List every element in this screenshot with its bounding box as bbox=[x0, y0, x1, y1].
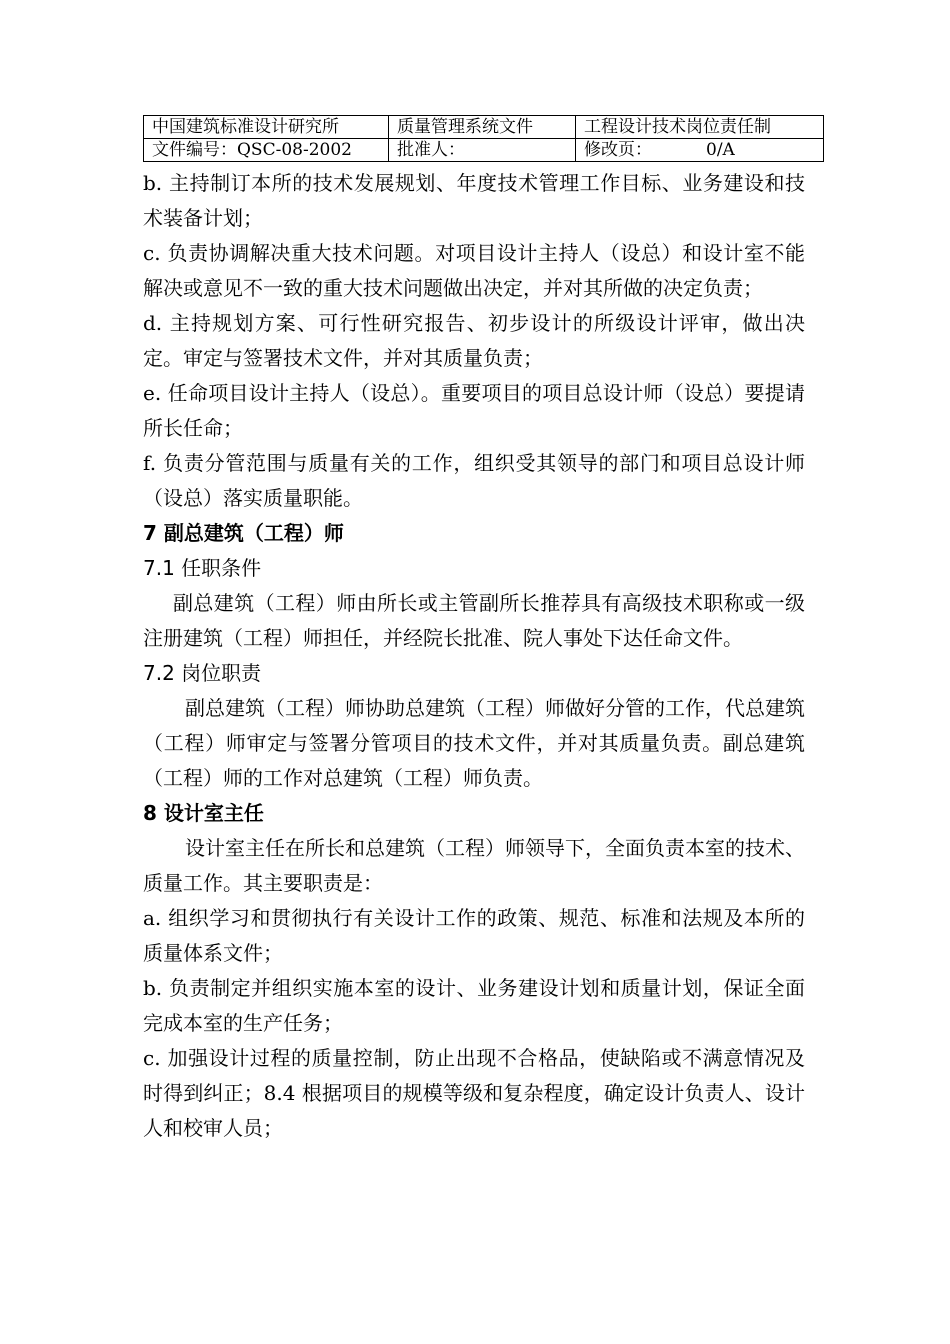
header-doc-no-cell bbox=[144, 139, 389, 162]
section-7-heading: 7 副总建筑（工程）师 bbox=[143, 521, 344, 545]
paragraph-8-c: c. 加强设计过程的质量控制，防止出现不合格品，使缺陷或不满意情况及时得到纠正；8.4 根据项目的规模等级和复杂程度，确定设计负责人、设计人和校审人员； bbox=[143, 1046, 805, 1140]
paragraph-d-design-review: d. 主持规划方案、可行性研究报告、初步设计的所级设计评审，做出决定。审定与签署技术文件，并对其质量负责； bbox=[143, 311, 805, 370]
header-system: 质量管理系统文件 bbox=[389, 116, 576, 139]
paragraph-8-b: b. 负责制定并组织实施本室的设计、业务建设计划和质量计划，保证全面完成本室的生产任务； bbox=[143, 976, 805, 1035]
section-7-1-heading: 7.1 任职条件 bbox=[143, 556, 262, 580]
section-7-2-heading: 7.2 岗位职责 bbox=[143, 661, 262, 685]
section-7-1-text: 副总建筑（工程）师由所长或主管副所长推荐具有高级技术职称或一级注册建筑（工程）师担任，并经院长批准、院人事处下达任命文件。 bbox=[143, 591, 805, 650]
paragraph-e-appoint: e. 任命项目设计主持人（设总）。重要项目的项目总设计师（设总）要提请所长任命； bbox=[143, 381, 805, 440]
header-row-2 bbox=[144, 139, 824, 162]
revision-label: 修改页： bbox=[584, 140, 652, 160]
section-8-heading: 8 设计室主任 bbox=[143, 801, 264, 825]
paragraph-f-quality: f. 负责分管范围与质量有关的工作，组织受其领导的部门和项目总设计师（设总）落实质量职能。 bbox=[143, 451, 805, 510]
header-title: 工程设计技术岗位责任制 bbox=[576, 116, 824, 139]
header-revision-cell bbox=[576, 139, 824, 162]
revision-value: 0/A bbox=[706, 140, 735, 160]
section-7-2-text: 副总建筑（工程）师协助总建筑（工程）师做好分管的工作，代总建筑（工程）师审定与签署分管项目的技术文件，并对其质量负责。副总建筑（工程）师的工作对总建筑（工程）师负责。 bbox=[143, 696, 805, 790]
section-8-intro: 设计室主任在所长和总建筑（工程）师领导下，全面负责本室的技术、质量工作。其主要职责是： bbox=[143, 836, 805, 895]
header-approver: 批准人： bbox=[389, 139, 576, 162]
header-row-1 bbox=[144, 116, 824, 139]
header-org: 中国建筑标准设计研究所 bbox=[144, 116, 389, 139]
doc-no: QSC-08-2002 bbox=[237, 140, 352, 160]
paragraph-c-tech-problems: c. 负责协调解决重大技术问题。对项目设计主持人（设总）和设计室不能解决或意见不一致的重大技术问题做出决定，并对其所做的决定负责； bbox=[143, 241, 805, 300]
paragraph-8-a: a. 组织学习和贯彻执行有关设计工作的政策、规范、标准和法规及本所的质量体系文件； bbox=[143, 906, 805, 965]
paragraph-b-tech-plan: b. 主持制订本所的技术发展规划、年度技术管理工作目标、业务建设和技术装备计划； bbox=[143, 171, 805, 230]
doc-no-label: 文件编号： bbox=[152, 140, 237, 160]
document-header-table bbox=[143, 115, 824, 162]
document-body bbox=[143, 166, 805, 1146]
